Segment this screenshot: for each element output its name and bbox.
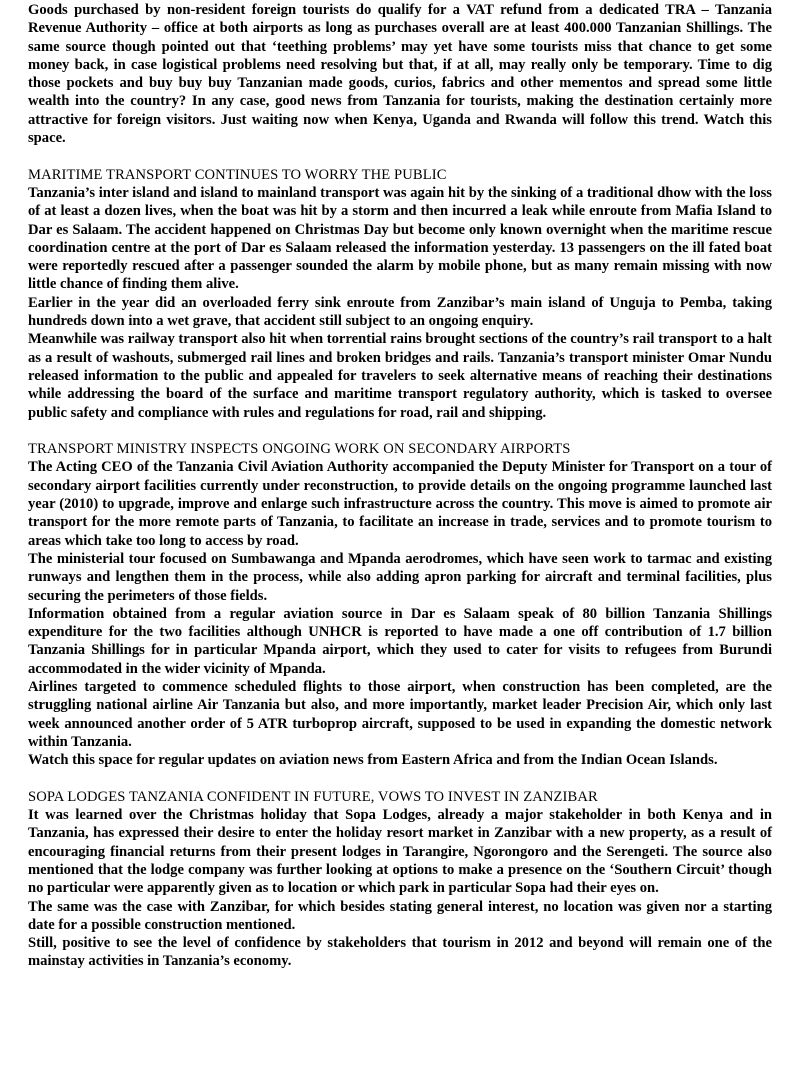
ministry-heading: TRANSPORT MINISTRY INSPECTS ONGOING WORK ON SECONDARY AIRPORTS <box>28 441 571 458</box>
ministry-paragraph-1: The Acting CEO of the Tanzania Civil Aviation Authority accompanied the Deputy Minister for Transport on a tour of secondary airport facilities currently under reconstruction, to provide details on the ongoing programme launched last year (2010) to upgrade, improve and enlarge such infrastructure across the country. This move is aimed to promote air transport for the more remote parts of Tanzania, to facilitate an increase in trade, services and to promote tourism to areas which take too long to access by road. <box>28 459 772 549</box>
maritime-paragraph-1: Tanzania’s inter island and island to mainland transport was again hit by the sinking of a traditional dhow with the loss of at least a dozen lives, when the boat was hit by a storm and then incurred a leak while enroute from Mafia Island to Dar es Salaam. The accident happened on Christmas Day but become only known overnight when the maritime rescue coordination centre at the port of Dar es Salaam released the information yesterday. 13 passengers on the ill fated boat were reportedly rescued after a passenger sounded the alarm by mobile phone, but as many remain missing with now little chance of finding them alive. <box>28 184 772 293</box>
sopa-section <box>28 788 772 971</box>
ministry-paragraph-4: Airlines targeted to commence scheduled flights to those airport, when construction has been completed, are the struggling national airline Air Tanzania but also, and more importantly, market leader Precision Air, which only last week announced another order of 5 ATR turboprop aircraft, supposed to be used in expanding the domestic network within Tanzania. <box>28 678 772 750</box>
intro-section <box>28 1 772 147</box>
ministry-paragraph-2: The ministerial tour focused on Sumbawanga and Mpanda aerodromes, which have seen work to tarmac and existing runways and lengthen them in the process, while also adding apron parking for aircraft and terminal facilities, plus securing the perimeters of those fields. <box>28 550 772 604</box>
intro-paragraph-1: Goods purchased by non-resident foreign tourists do qualify for a VAT refund from a dedicated TRA – Tanzania Revenue Authority – office at both airports as long as purchases overall are at least 400.000 Tanzanian Shillings. The same source though pointed out that ‘teething problems’ may yet have some tourists miss that chance to get some money back, in case logistical problems need resolving but that, if at all, may really only be temporary. Time to dig those pockets and buy buy buy Tanzanian made goods, curios, fabrics and other mementos and spread some little wealth into the country? In any case, good news from Tanzania for tourists, making the destination certainly more attractive for foreign visitors. Just waiting now when Kenya, Uganda and Rwanda will follow this trend. Watch this space. <box>28 2 772 147</box>
sopa-paragraph-2: The same was the case with Zanzibar, for which besides stating general interest, no location was given nor a starting date for a possible construction mentioned. <box>28 898 772 933</box>
ministry-paragraph-5: Watch this space for regular updates on aviation news from Eastern Africa and from the Indian Ocean Islands. <box>28 752 718 769</box>
maritime-paragraph-3: Meanwhile was railway transport also hit when torrential rains brought sections of the country’s rail transport to a halt as a result of washouts, submerged rail lines and broken bridges and rails. Tanzania’s transport minister Omar Nundu released information to the public and appealed for travelers to seek alternative means of reaching their destinations while addressing the board of the surface and maritime transport regulatory authority, which is tasked to oversee public safety and compliance with rules and regulations for road, rail and shipping. <box>28 331 772 421</box>
document-page <box>28 1 772 989</box>
sopa-paragraph-3: Still, positive to see the level of confidence by stakeholders that tourism in 2012 and beyond will remain one of the mainstay activities in Tanzania’s economy. <box>28 935 772 970</box>
maritime-section <box>28 166 772 422</box>
maritime-paragraph-2: Earlier in the year did an overloaded ferry sink enroute from Zanzibar’s main island of Unguja to Pemba, taking hundreds down into a wet grave, that accident still subject to an ongoing enquiry. <box>28 294 772 330</box>
ministry-section <box>28 440 772 769</box>
maritime-heading: MARITIME TRANSPORT CONTINUES TO WORRY THE PUBLIC <box>28 166 447 183</box>
sopa-heading: SOPA LODGES TANZANIA CONFIDENT IN FUTURE, VOWS TO INVEST IN ZANZIBAR <box>28 788 598 805</box>
ministry-paragraph-3: Information obtained from a regular aviation source in Dar es Salaam speak of 80 billion Tanzania Shillings expenditure for the two facilities although UNHCR is reported to have made a one off contribution of 1.7 billion Tanzania Shillings for in particular Mpanda airport, which they used to cater for visits to refugees from Burundi accommodated in the wider vicinity of Mpanda. <box>28 605 772 677</box>
sopa-paragraph-1: It was learned over the Christmas holiday that Sopa Lodges, already a major stakeholder in both Kenya and in Tanzania, has expressed their desire to enter the holiday resort market in Zanzibar with a new property, as a result of encouraging financial returns from their present lodges in Tarangire, Ngorongoro and the Serengeti. The source also mentioned that the lodge company was further looking at options to make a presence on the ‘Southern Circuit’ though no particular were apparently given as to location or which park in particular Sopa had their eyes on. <box>28 807 772 897</box>
